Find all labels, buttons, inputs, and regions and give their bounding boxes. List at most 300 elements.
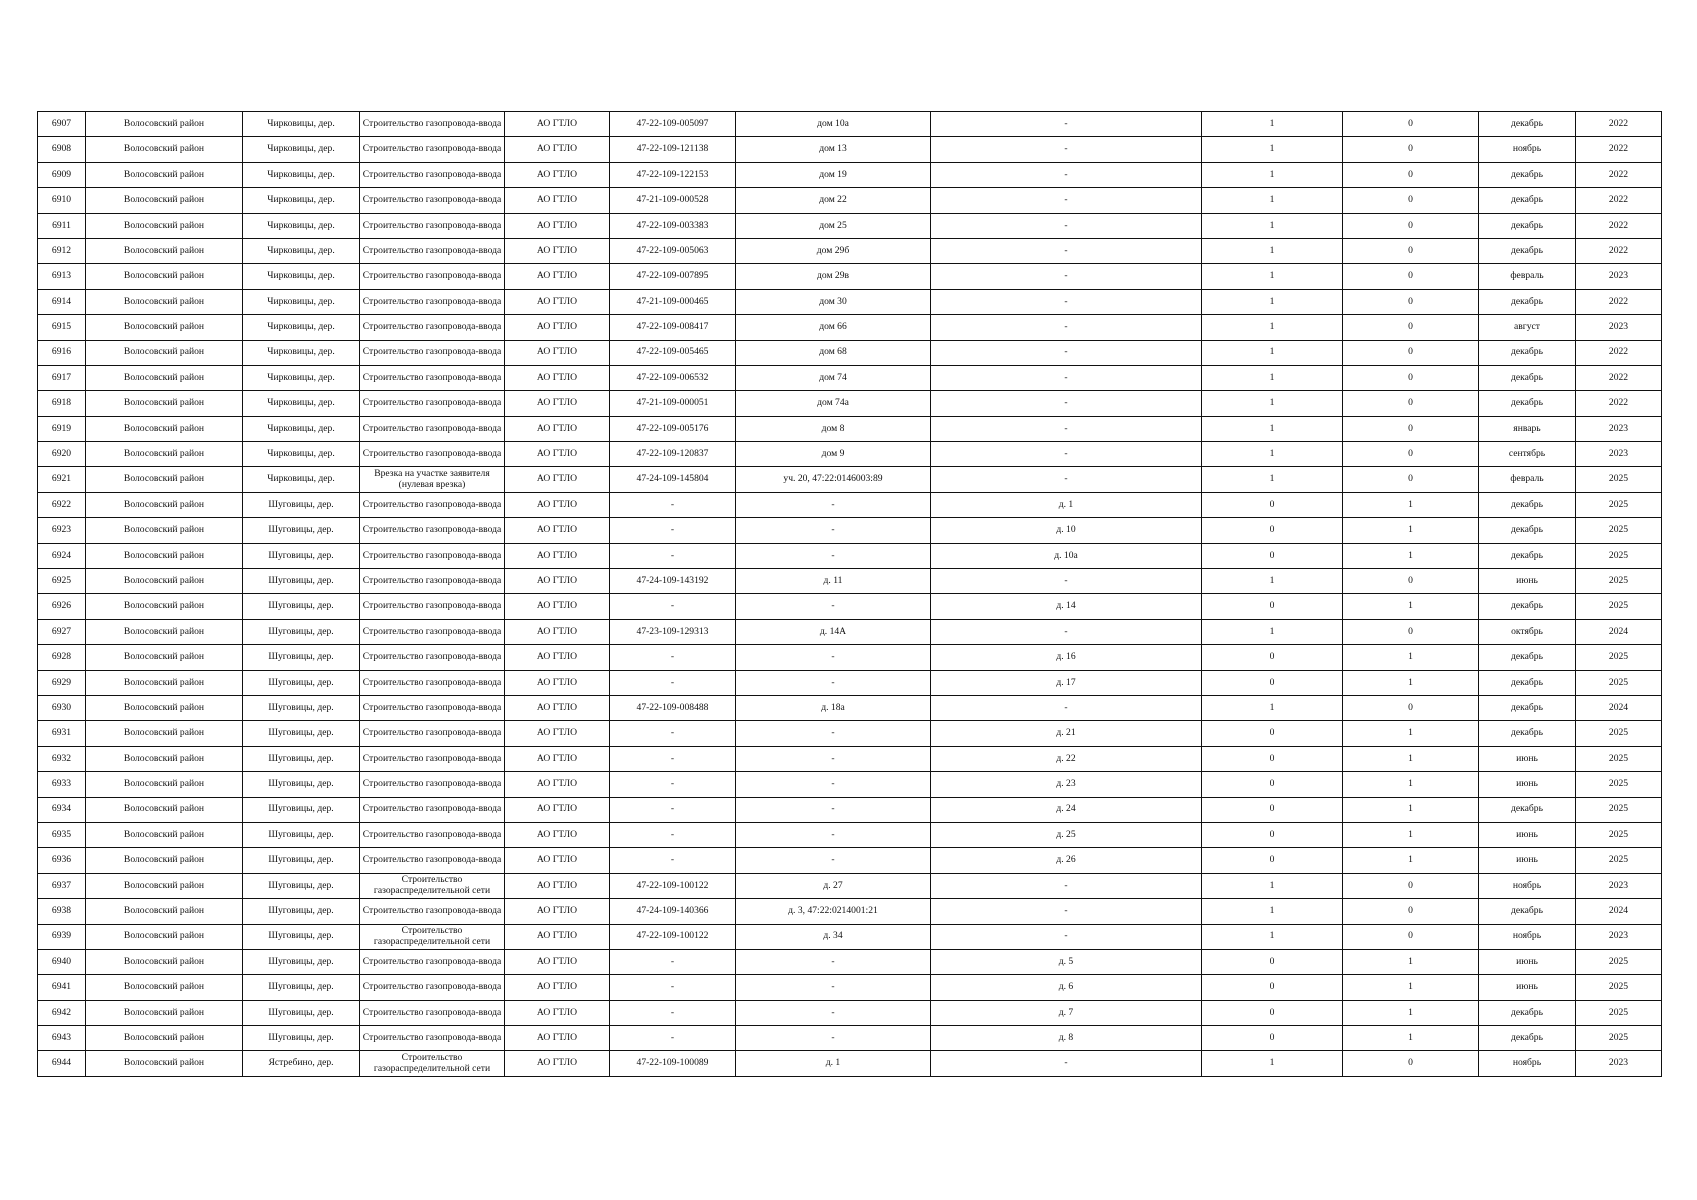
row-number-cell: 6943 <box>38 1026 86 1051</box>
month-cell: декабрь <box>1479 594 1576 619</box>
settlement-cell: Шуговицы, дер. <box>243 518 360 543</box>
year-cell: 2025 <box>1576 797 1662 822</box>
table-row <box>38 543 1662 568</box>
application-number-cell: - <box>610 543 736 568</box>
district-cell: Волосовский район <box>86 822 243 847</box>
settlement-cell: Чирковицы, дер. <box>243 112 360 137</box>
district-cell: Волосовский район <box>86 264 243 289</box>
alt-address-cell: д. 23 <box>931 772 1202 797</box>
row-number-cell: 6908 <box>38 137 86 162</box>
address-cell: - <box>736 594 931 619</box>
alt-address-cell: д. 1 <box>931 492 1202 517</box>
work-type-cell: Строительство газопровода-ввода <box>360 442 505 467</box>
organization-cell: АО ГТЛО <box>505 543 610 568</box>
organization-cell: АО ГТЛО <box>505 492 610 517</box>
month-cell: декабрь <box>1479 721 1576 746</box>
table-row <box>38 797 1662 822</box>
alt-address-cell: д. 16 <box>931 645 1202 670</box>
district-cell: Волосовский район <box>86 670 243 695</box>
work-type-cell: Строительство газопровода-ввода <box>360 213 505 238</box>
alt-address-cell: - <box>931 695 1202 720</box>
data-sheet <box>37 111 1661 1077</box>
count-b-cell: 1 <box>1343 1000 1479 1025</box>
application-number-cell: - <box>610 1026 736 1051</box>
month-cell: декабрь <box>1479 695 1576 720</box>
settlement-cell: Чирковицы, дер. <box>243 391 360 416</box>
alt-address-cell: д. 14 <box>931 594 1202 619</box>
count-a-cell: 0 <box>1202 949 1343 974</box>
alt-address-cell: - <box>931 416 1202 441</box>
address-cell: - <box>736 492 931 517</box>
address-cell: уч. 20, 47:22:0146003:89 <box>736 467 931 492</box>
month-cell: ноябрь <box>1479 924 1576 949</box>
organization-cell: АО ГТЛО <box>505 594 610 619</box>
count-b-cell: 0 <box>1343 213 1479 238</box>
count-b-cell: 0 <box>1343 442 1479 467</box>
organization-cell: АО ГТЛО <box>505 391 610 416</box>
year-cell: 2025 <box>1576 467 1662 492</box>
year-cell: 2024 <box>1576 899 1662 924</box>
table-row <box>38 416 1662 441</box>
application-number-cell: - <box>610 670 736 695</box>
application-number-cell: - <box>610 975 736 1000</box>
address-cell: д. 14А <box>736 619 931 644</box>
month-cell: декабрь <box>1479 797 1576 822</box>
year-cell: 2023 <box>1576 264 1662 289</box>
address-cell: - <box>736 797 931 822</box>
application-number-cell: 47-22-109-100122 <box>610 873 736 898</box>
month-cell: декабрь <box>1479 238 1576 263</box>
address-cell: - <box>736 822 931 847</box>
organization-cell: АО ГТЛО <box>505 848 610 873</box>
application-number-cell: - <box>610 772 736 797</box>
count-b-cell: 1 <box>1343 949 1479 974</box>
count-b-cell: 0 <box>1343 112 1479 137</box>
count-a-cell: 0 <box>1202 721 1343 746</box>
district-cell: Волосовский район <box>86 619 243 644</box>
district-cell: Волосовский район <box>86 645 243 670</box>
row-number-cell: 6936 <box>38 848 86 873</box>
table-row <box>38 721 1662 746</box>
row-number-cell: 6920 <box>38 442 86 467</box>
settlement-cell: Шуговицы, дер. <box>243 797 360 822</box>
district-cell: Волосовский район <box>86 492 243 517</box>
count-a-cell: 0 <box>1202 543 1343 568</box>
count-b-cell: 1 <box>1343 746 1479 771</box>
district-cell: Волосовский район <box>86 467 243 492</box>
count-b-cell: 1 <box>1343 1026 1479 1051</box>
table-row <box>38 975 1662 1000</box>
count-a-cell: 1 <box>1202 442 1343 467</box>
row-number-cell: 6915 <box>38 315 86 340</box>
settlement-cell: Чирковицы, дер. <box>243 238 360 263</box>
organization-cell: АО ГТЛО <box>505 822 610 847</box>
alt-address-cell: - <box>931 340 1202 365</box>
month-cell: ноябрь <box>1479 137 1576 162</box>
count-b-cell: 0 <box>1343 619 1479 644</box>
application-number-cell: 47-23-109-129313 <box>610 619 736 644</box>
work-type-cell: Строительство газопровода-ввода <box>360 289 505 314</box>
row-number-cell: 6909 <box>38 162 86 187</box>
address-cell: дом 68 <box>736 340 931 365</box>
count-a-cell: 0 <box>1202 1026 1343 1051</box>
table-row <box>38 594 1662 619</box>
work-type-cell: Строительство газопровода-ввода <box>360 543 505 568</box>
district-cell: Волосовский район <box>86 746 243 771</box>
table-row <box>38 569 1662 594</box>
address-cell: - <box>736 746 931 771</box>
work-type-cell: Строительство газопровода-ввода <box>360 416 505 441</box>
count-b-cell: 0 <box>1343 391 1479 416</box>
month-cell: декабрь <box>1479 391 1576 416</box>
address-cell: дом 22 <box>736 188 931 213</box>
address-cell: д. 11 <box>736 569 931 594</box>
year-cell: 2025 <box>1576 1026 1662 1051</box>
organization-cell: АО ГТЛО <box>505 1051 610 1076</box>
alt-address-cell: - <box>931 569 1202 594</box>
work-type-cell: Строительство газопровода-ввода <box>360 822 505 847</box>
count-b-cell: 1 <box>1343 492 1479 517</box>
month-cell: ноябрь <box>1479 1051 1576 1076</box>
table-row <box>38 924 1662 949</box>
count-b-cell: 1 <box>1343 518 1479 543</box>
district-cell: Волосовский район <box>86 848 243 873</box>
settlement-cell: Чирковицы, дер. <box>243 137 360 162</box>
address-cell: - <box>736 975 931 1000</box>
address-cell: - <box>736 670 931 695</box>
count-b-cell: 0 <box>1343 1051 1479 1076</box>
district-cell: Волосовский район <box>86 899 243 924</box>
row-number-cell: 6924 <box>38 543 86 568</box>
work-type-cell: Строительство газораспределительной сети <box>360 924 505 949</box>
table-row <box>38 746 1662 771</box>
organization-cell: АО ГТЛО <box>505 1000 610 1025</box>
row-number-cell: 6930 <box>38 695 86 720</box>
count-b-cell: 1 <box>1343 822 1479 847</box>
count-b-cell: 0 <box>1343 188 1479 213</box>
row-number-cell: 6914 <box>38 289 86 314</box>
row-number-cell: 6937 <box>38 873 86 898</box>
count-b-cell: 0 <box>1343 137 1479 162</box>
table-row <box>38 492 1662 517</box>
alt-address-cell: - <box>931 619 1202 644</box>
alt-address-cell: д. 21 <box>931 721 1202 746</box>
year-cell: 2025 <box>1576 569 1662 594</box>
organization-cell: АО ГТЛО <box>505 873 610 898</box>
work-type-cell: Строительство газопровода-ввода <box>360 721 505 746</box>
count-a-cell: 0 <box>1202 670 1343 695</box>
year-cell: 2022 <box>1576 188 1662 213</box>
year-cell: 2023 <box>1576 315 1662 340</box>
work-type-cell: Строительство газопровода-ввода <box>360 391 505 416</box>
work-type-cell: Строительство газопровода-ввода <box>360 772 505 797</box>
year-cell: 2024 <box>1576 695 1662 720</box>
year-cell: 2022 <box>1576 238 1662 263</box>
settlement-cell: Шуговицы, дер. <box>243 492 360 517</box>
month-cell: декабрь <box>1479 899 1576 924</box>
district-cell: Волосовский район <box>86 137 243 162</box>
table-row <box>38 1026 1662 1051</box>
count-a-cell: 0 <box>1202 492 1343 517</box>
address-cell: дом 25 <box>736 213 931 238</box>
alt-address-cell: - <box>931 442 1202 467</box>
year-cell: 2025 <box>1576 949 1662 974</box>
organization-cell: АО ГТЛО <box>505 162 610 187</box>
district-cell: Волосовский район <box>86 1051 243 1076</box>
count-a-cell: 1 <box>1202 162 1343 187</box>
count-a-cell: 1 <box>1202 289 1343 314</box>
district-cell: Волосовский район <box>86 949 243 974</box>
district-cell: Волосовский район <box>86 772 243 797</box>
settlement-cell: Шуговицы, дер. <box>243 569 360 594</box>
organization-cell: АО ГТЛО <box>505 772 610 797</box>
organization-cell: АО ГТЛО <box>505 899 610 924</box>
address-cell: дом 74а <box>736 391 931 416</box>
settlement-cell: Шуговицы, дер. <box>243 924 360 949</box>
count-b-cell: 1 <box>1343 975 1479 1000</box>
address-cell: д. 27 <box>736 873 931 898</box>
application-number-cell: 47-22-109-003383 <box>610 213 736 238</box>
organization-cell: АО ГТЛО <box>505 213 610 238</box>
count-b-cell: 0 <box>1343 238 1479 263</box>
work-type-cell: Строительство газопровода-ввода <box>360 264 505 289</box>
alt-address-cell: - <box>931 162 1202 187</box>
organization-cell: АО ГТЛО <box>505 416 610 441</box>
month-cell: июнь <box>1479 746 1576 771</box>
count-a-cell: 1 <box>1202 137 1343 162</box>
organization-cell: АО ГТЛО <box>505 569 610 594</box>
address-cell: - <box>736 949 931 974</box>
work-type-cell: Строительство газораспределительной сети <box>360 1051 505 1076</box>
organization-cell: АО ГТЛО <box>505 289 610 314</box>
count-b-cell: 1 <box>1343 772 1479 797</box>
organization-cell: АО ГТЛО <box>505 467 610 492</box>
row-number-cell: 6935 <box>38 822 86 847</box>
settlement-cell: Шуговицы, дер. <box>243 1026 360 1051</box>
count-a-cell: 0 <box>1202 645 1343 670</box>
district-cell: Волосовский район <box>86 873 243 898</box>
table-row <box>38 822 1662 847</box>
count-b-cell: 0 <box>1343 467 1479 492</box>
work-type-cell: Строительство газопровода-ввода <box>360 340 505 365</box>
alt-address-cell: - <box>931 137 1202 162</box>
count-a-cell: 1 <box>1202 264 1343 289</box>
row-number-cell: 6942 <box>38 1000 86 1025</box>
count-b-cell: 0 <box>1343 899 1479 924</box>
district-cell: Волосовский район <box>86 391 243 416</box>
count-a-cell: 1 <box>1202 1051 1343 1076</box>
table-row <box>38 848 1662 873</box>
settlement-cell: Чирковицы, дер. <box>243 289 360 314</box>
month-cell: февраль <box>1479 264 1576 289</box>
work-type-cell: Строительство газопровода-ввода <box>360 848 505 873</box>
table-row <box>38 772 1662 797</box>
table-row <box>38 442 1662 467</box>
count-b-cell: 0 <box>1343 340 1479 365</box>
row-number-cell: 6907 <box>38 112 86 137</box>
count-a-cell: 0 <box>1202 518 1343 543</box>
month-cell: декабрь <box>1479 543 1576 568</box>
work-type-cell: Строительство газопровода-ввода <box>360 645 505 670</box>
table-row <box>38 695 1662 720</box>
row-number-cell: 6929 <box>38 670 86 695</box>
alt-address-cell: - <box>931 315 1202 340</box>
table-row <box>38 289 1662 314</box>
alt-address-cell: - <box>931 213 1202 238</box>
alt-address-cell: - <box>931 289 1202 314</box>
month-cell: декабрь <box>1479 289 1576 314</box>
year-cell: 2022 <box>1576 137 1662 162</box>
settlement-cell: Чирковицы, дер. <box>243 264 360 289</box>
year-cell: 2023 <box>1576 873 1662 898</box>
settlement-cell: Чирковицы, дер. <box>243 340 360 365</box>
month-cell: декабрь <box>1479 518 1576 543</box>
row-number-cell: 6934 <box>38 797 86 822</box>
table-row <box>38 1000 1662 1025</box>
row-number-cell: 6928 <box>38 645 86 670</box>
year-cell: 2022 <box>1576 162 1662 187</box>
district-cell: Волосовский район <box>86 340 243 365</box>
count-a-cell: 1 <box>1202 467 1343 492</box>
work-type-cell: Строительство газопровода-ввода <box>360 670 505 695</box>
alt-address-cell: д. 25 <box>931 822 1202 847</box>
district-cell: Волосовский район <box>86 365 243 390</box>
year-cell: 2022 <box>1576 112 1662 137</box>
year-cell: 2023 <box>1576 442 1662 467</box>
alt-address-cell: д. 24 <box>931 797 1202 822</box>
year-cell: 2025 <box>1576 1000 1662 1025</box>
table-body <box>38 112 1662 1077</box>
count-a-cell: 1 <box>1202 315 1343 340</box>
organization-cell: АО ГТЛО <box>505 188 610 213</box>
count-b-cell: 1 <box>1343 721 1479 746</box>
year-cell: 2024 <box>1576 619 1662 644</box>
year-cell: 2022 <box>1576 365 1662 390</box>
count-b-cell: 0 <box>1343 264 1479 289</box>
count-a-cell: 1 <box>1202 924 1343 949</box>
settlement-cell: Шуговицы, дер. <box>243 873 360 898</box>
settlement-cell: Шуговицы, дер. <box>243 695 360 720</box>
application-number-cell: - <box>610 949 736 974</box>
month-cell: октябрь <box>1479 619 1576 644</box>
table-row <box>38 467 1662 492</box>
application-number-cell: 47-22-109-122153 <box>610 162 736 187</box>
row-number-cell: 6910 <box>38 188 86 213</box>
month-cell: июнь <box>1479 569 1576 594</box>
work-type-cell: Строительство газопровода-ввода <box>360 112 505 137</box>
work-type-cell: Строительство газопровода-ввода <box>360 695 505 720</box>
count-b-cell: 0 <box>1343 695 1479 720</box>
count-a-cell: 1 <box>1202 238 1343 263</box>
year-cell: 2025 <box>1576 721 1662 746</box>
organization-cell: АО ГТЛО <box>505 670 610 695</box>
application-number-cell: 47-22-109-006532 <box>610 365 736 390</box>
address-cell: - <box>736 645 931 670</box>
application-number-cell: - <box>610 645 736 670</box>
application-number-cell: - <box>610 1000 736 1025</box>
settlement-cell: Чирковицы, дер. <box>243 467 360 492</box>
year-cell: 2022 <box>1576 213 1662 238</box>
address-cell: дом 29в <box>736 264 931 289</box>
work-type-cell: Строительство газопровода-ввода <box>360 569 505 594</box>
district-cell: Волосовский район <box>86 594 243 619</box>
district-cell: Волосовский район <box>86 924 243 949</box>
count-b-cell: 0 <box>1343 416 1479 441</box>
address-cell: - <box>736 1000 931 1025</box>
work-type-cell: Строительство газопровода-ввода <box>360 594 505 619</box>
application-number-cell: 47-22-109-100089 <box>610 1051 736 1076</box>
organization-cell: АО ГТЛО <box>505 238 610 263</box>
address-cell: дом 29б <box>736 238 931 263</box>
application-number-cell: - <box>610 518 736 543</box>
settlement-cell: Чирковицы, дер. <box>243 188 360 213</box>
alt-address-cell: - <box>931 391 1202 416</box>
work-type-cell: Строительство газопровода-ввода <box>360 899 505 924</box>
organization-cell: АО ГТЛО <box>505 264 610 289</box>
district-cell: Волосовский район <box>86 543 243 568</box>
settlement-cell: Шуговицы, дер. <box>243 848 360 873</box>
application-number-cell: - <box>610 822 736 847</box>
row-number-cell: 6923 <box>38 518 86 543</box>
district-cell: Волосовский район <box>86 797 243 822</box>
application-number-cell: - <box>610 797 736 822</box>
organization-cell: АО ГТЛО <box>505 645 610 670</box>
row-number-cell: 6932 <box>38 746 86 771</box>
organization-cell: АО ГТЛО <box>505 365 610 390</box>
alt-address-cell: - <box>931 365 1202 390</box>
row-number-cell: 6912 <box>38 238 86 263</box>
address-cell: д. 34 <box>736 924 931 949</box>
address-cell: - <box>736 1026 931 1051</box>
address-cell: дом 9 <box>736 442 931 467</box>
year-cell: 2025 <box>1576 746 1662 771</box>
count-b-cell: 0 <box>1343 873 1479 898</box>
work-type-cell: Строительство газопровода-ввода <box>360 975 505 1000</box>
month-cell: декабрь <box>1479 112 1576 137</box>
settlement-cell: Чирковицы, дер. <box>243 416 360 441</box>
district-cell: Волосовский район <box>86 569 243 594</box>
month-cell: декабрь <box>1479 365 1576 390</box>
work-type-cell: Строительство газопровода-ввода <box>360 797 505 822</box>
year-cell: 2023 <box>1576 416 1662 441</box>
alt-address-cell: - <box>931 873 1202 898</box>
district-cell: Волосовский район <box>86 238 243 263</box>
month-cell: декабрь <box>1479 645 1576 670</box>
table-row <box>38 188 1662 213</box>
settlement-cell: Шуговицы, дер. <box>243 975 360 1000</box>
count-a-cell: 0 <box>1202 975 1343 1000</box>
count-b-cell: 0 <box>1343 569 1479 594</box>
work-type-cell: Строительство газопровода-ввода <box>360 492 505 517</box>
organization-cell: АО ГТЛО <box>505 721 610 746</box>
count-a-cell: 1 <box>1202 873 1343 898</box>
table-row <box>38 340 1662 365</box>
month-cell: декабрь <box>1479 492 1576 517</box>
row-number-cell: 6917 <box>38 365 86 390</box>
address-cell: д. 3, 47:22:0214001:21 <box>736 899 931 924</box>
settlement-cell: Шуговицы, дер. <box>243 1000 360 1025</box>
settlement-cell: Чирковицы, дер. <box>243 442 360 467</box>
work-type-cell: Строительство газопровода-ввода <box>360 162 505 187</box>
application-number-cell: - <box>610 746 736 771</box>
row-number-cell: 6916 <box>38 340 86 365</box>
year-cell: 2022 <box>1576 340 1662 365</box>
address-cell: - <box>736 721 931 746</box>
settlement-cell: Шуговицы, дер. <box>243 543 360 568</box>
year-cell: 2025 <box>1576 492 1662 517</box>
table-row <box>38 162 1662 187</box>
settlement-cell: Шуговицы, дер. <box>243 822 360 847</box>
